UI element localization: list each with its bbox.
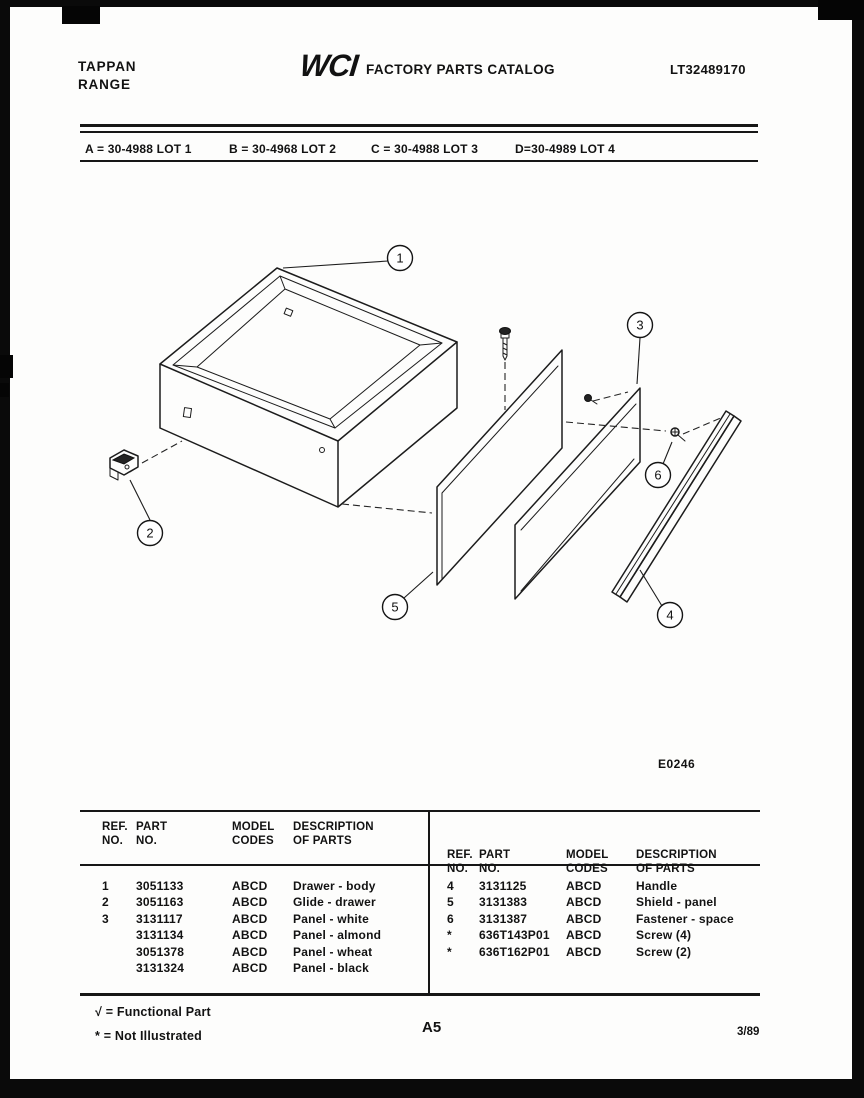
drawer-body-drawing (160, 268, 457, 507)
lot-code-c: C = 30-4988 LOT 3 (371, 142, 479, 156)
brand-line-1: TAPPAN (78, 59, 137, 74)
revision-date: 3/89 (737, 1026, 760, 1038)
table-body-right (428, 878, 760, 960)
callout-5-number: 5 (391, 599, 399, 615)
callout-3 (628, 313, 653, 385)
table-row (428, 878, 760, 894)
table-row (428, 927, 760, 943)
ref-no-cell: 4 (447, 879, 454, 893)
ref-no-cell: * (447, 944, 452, 959)
part-no-cell: 3131134 (136, 928, 184, 943)
header-rule-top (80, 124, 758, 127)
callout-2 (130, 480, 163, 546)
description-cell: Panel - wheat (293, 944, 373, 959)
handle-centerline (566, 417, 723, 434)
description-cell: Screw (2) (636, 944, 692, 959)
screw-drawing (500, 328, 511, 361)
ref-no-cell (102, 960, 136, 976)
model-codes-cell: ABCD (566, 944, 602, 959)
glide-drawing (110, 450, 138, 480)
part-no-cell: 3131125 (479, 879, 527, 893)
part-no-header: PART NO. (479, 849, 511, 875)
table-row (428, 911, 760, 927)
brand-name (78, 58, 136, 94)
part-no-cell: 3131324 (136, 961, 185, 976)
callout-1-number: 1 (396, 250, 404, 266)
part-no-cell: 3051133 (136, 879, 184, 893)
part-no-cell: 3051163 (136, 895, 184, 910)
part-no-cell: 636T162P01 (479, 944, 550, 959)
ref-no-header: REF. NO. (447, 849, 473, 875)
document-number: LT32489170 (670, 62, 746, 77)
callout-5 (383, 572, 434, 620)
description-cell: Drawer - body (293, 879, 376, 893)
table-bottom-rule (80, 993, 760, 996)
table-top-rule (80, 810, 760, 812)
fastener-drawing (671, 428, 685, 441)
table-row (80, 878, 428, 894)
figure-code: E0246 (658, 757, 696, 771)
legend-functional-part: √ = Functional Part (95, 1005, 211, 1019)
ref-no-cell: 5 (447, 895, 454, 910)
description-cell: Glide - drawer (293, 895, 376, 910)
catalog-title: FACTORY PARTS CATALOG (366, 62, 555, 77)
model-codes-cell: ABCD (566, 895, 602, 910)
table-row (428, 894, 760, 910)
description-cell: Panel - white (293, 911, 369, 926)
ref-no-cell: * (447, 928, 452, 943)
panel-screw-drawing (585, 395, 598, 405)
scan-artifact (0, 383, 9, 397)
callout-1 (283, 246, 413, 271)
description-cell: Fastener - space (636, 911, 734, 926)
glide-centerline (142, 441, 182, 463)
shield-panel-drawing (515, 388, 640, 599)
scan-artifact (62, 6, 100, 24)
description-header: DESCRIPTION OF PARTS (293, 821, 374, 847)
callout-4-number: 4 (666, 607, 674, 623)
table-row (80, 911, 428, 927)
callout-4 (640, 570, 683, 628)
table-row (80, 894, 428, 910)
brand-line-2: RANGE (78, 77, 131, 92)
ref-no-cell: 3 (102, 911, 109, 926)
model-codes-cell: ABCD (566, 911, 602, 926)
table-header-left (80, 820, 450, 848)
part-no-cell: 636T143P01 (479, 928, 550, 943)
callout-2-number: 2 (146, 525, 154, 541)
part-no-cell: 3131117 (136, 911, 183, 926)
description-cell: Shield - panel (636, 895, 717, 910)
scan-artifact (0, 355, 13, 378)
header-rule-bottom (80, 131, 758, 133)
model-codes-cell: ABCD (566, 879, 602, 893)
lot-code-b: B = 30-4968 LOT 2 (229, 142, 337, 156)
table-header-right (428, 848, 779, 876)
model-codes-cell: ABCD (232, 911, 268, 926)
part-no-cell: 3131387 (479, 911, 528, 926)
part-no-header: PART NO. (136, 821, 168, 847)
exploded-view-diagram (80, 210, 780, 760)
description-cell: Handle (636, 879, 678, 893)
part-no-cell: 3051378 (136, 944, 185, 959)
model-codes-header: MODEL CODES (232, 821, 275, 847)
lot-code-a: A = 30-4988 LOT 1 (85, 142, 192, 156)
model-codes-cell: ABCD (232, 928, 268, 943)
page-number: A5 (422, 1019, 442, 1036)
panel-centerline (342, 504, 432, 513)
model-codes-cell: ABCD (566, 928, 602, 943)
table-row (80, 927, 428, 943)
description-cell: Panel - black (293, 961, 369, 976)
ref-no-cell (102, 927, 136, 943)
ref-no-cell: 1 (102, 879, 109, 893)
description-header: DESCRIPTION OF PARTS (636, 849, 717, 875)
lot-codes-rule (80, 160, 758, 162)
legend-not-illustrated: * = Not Illustrated (95, 1029, 202, 1043)
ref-no-cell (102, 944, 136, 960)
table-body-left (80, 878, 428, 976)
model-codes-cell: ABCD (232, 895, 268, 910)
model-codes-header: MODEL CODES (566, 849, 609, 875)
description-cell: Panel - almond (293, 928, 382, 943)
callout-6-number: 6 (654, 467, 662, 483)
callout-3-number: 3 (636, 317, 644, 333)
table-row (80, 960, 428, 976)
ref-no-cell: 6 (447, 911, 454, 926)
model-codes-cell: ABCD (232, 879, 268, 893)
ref-no-cell: 2 (102, 895, 109, 910)
description-cell: Screw (4) (636, 928, 692, 943)
callout-6 (646, 442, 673, 488)
front-panel-drawing (437, 350, 562, 585)
handle-drawing (612, 411, 741, 602)
lot-code-d: D=30-4989 LOT 4 (515, 142, 616, 156)
part-no-cell: 3131383 (479, 895, 528, 910)
model-codes-cell: ABCD (232, 944, 268, 959)
table-row (80, 944, 428, 960)
scan-artifact (818, 0, 864, 20)
wci-logo: WCI (298, 48, 360, 83)
ref-no-header: REF. NO. (102, 821, 128, 847)
table-row (428, 944, 760, 960)
model-codes-cell: ABCD (232, 961, 268, 976)
shield-centerline (593, 392, 628, 401)
